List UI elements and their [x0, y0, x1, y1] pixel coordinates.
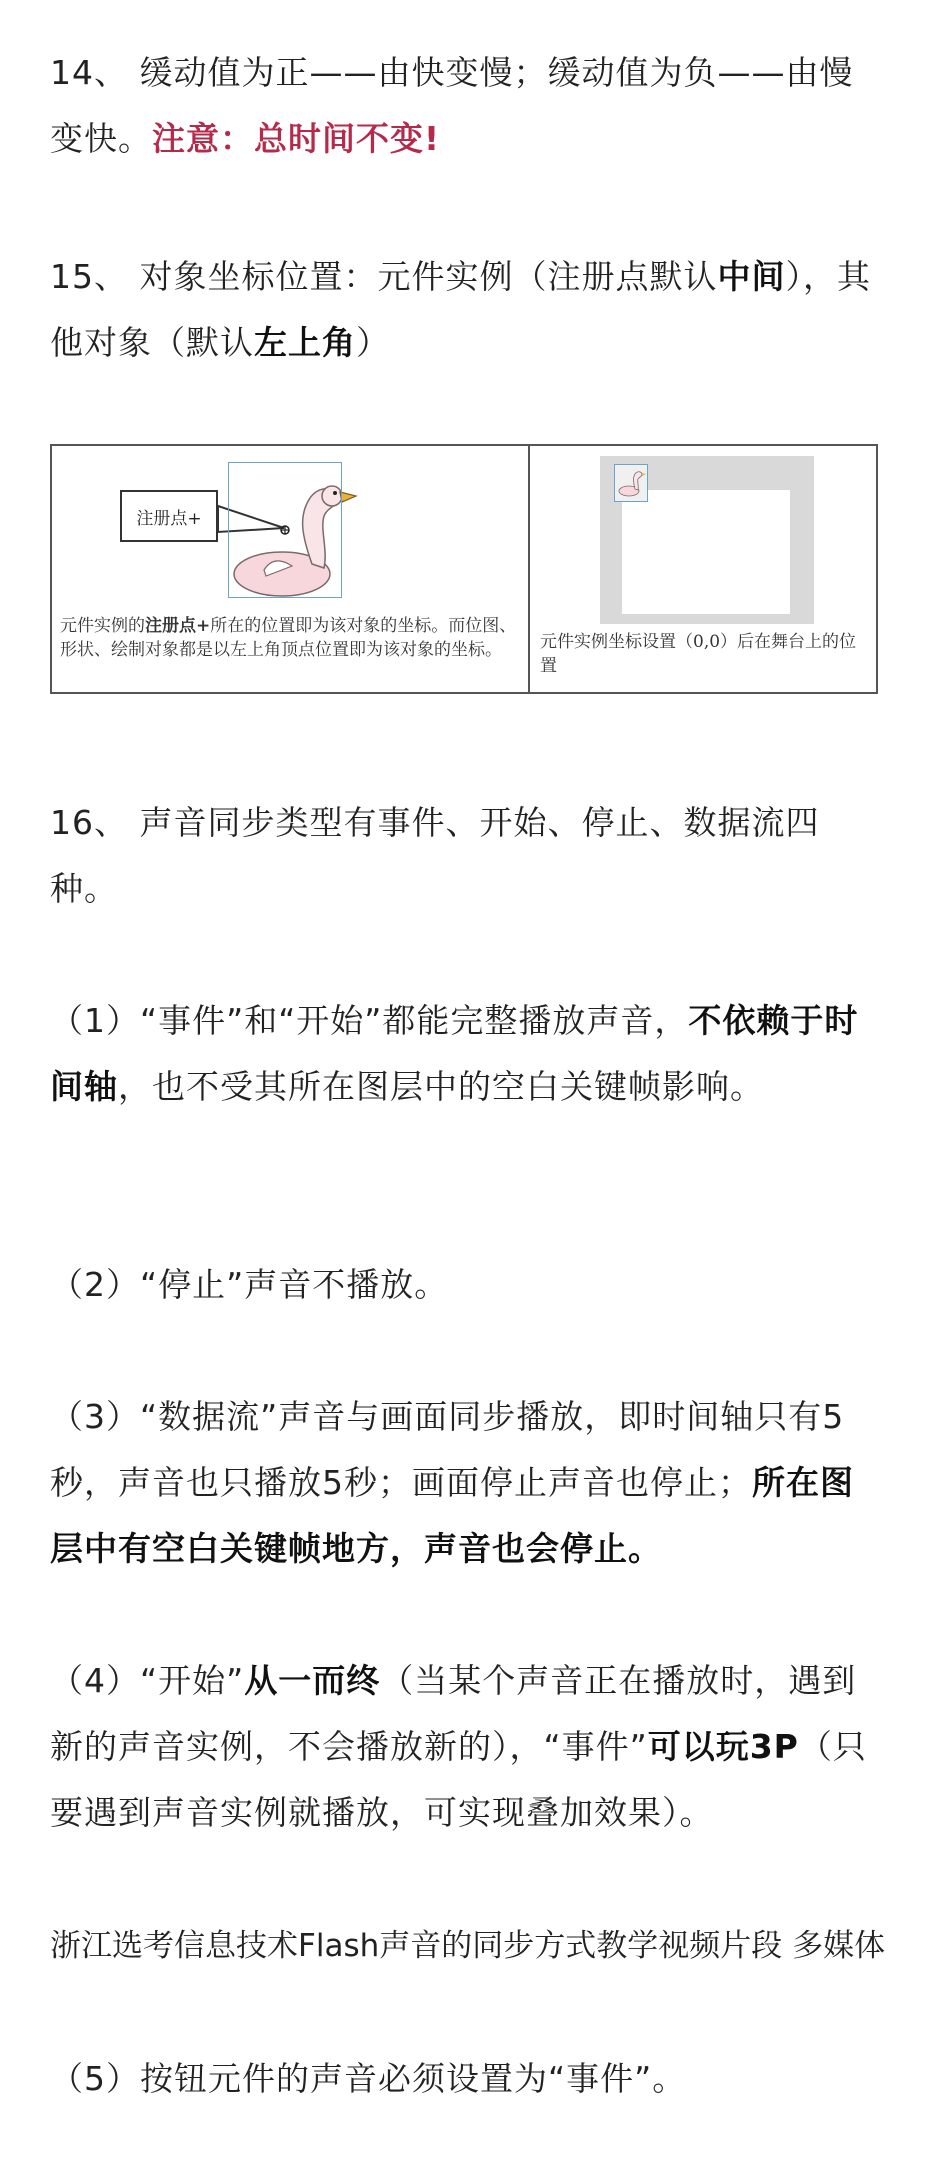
item-4 — [50, 1648, 880, 1846]
item-3 — [50, 1384, 880, 1582]
paragraph-text: （只要遇到声音实例就播放，可实现叠加效果）。 — [50, 1727, 867, 1832]
item-number: 14、 — [50, 53, 128, 92]
caption-text: 所在的位置即为该对象的坐标。而位图、形状、绘制对象都是以左上角顶点位置即为该对象的坐标。 — [60, 616, 517, 660]
coordinate-figure — [50, 444, 878, 694]
registration-label: 注册点+ — [136, 508, 202, 529]
left-caption — [60, 614, 520, 662]
item-number: 16、 — [50, 803, 128, 842]
paragraph-text: ） — [356, 323, 390, 362]
caption-bold: 注册点+ — [145, 616, 211, 636]
paragraph-text: 声音同步类型有事件、开始、停止、数据流四种。 — [50, 803, 820, 908]
paragraph-text: （当某个声音正在播放时，遇到新的声音实例，不会播放新的），“事件” — [50, 1661, 857, 1766]
bold-text: 中间 — [717, 257, 786, 296]
note-text: 浙江选考信息技术Flash声音的同步方式教学视频片段 多媒体 — [50, 1928, 886, 1964]
paragraph-16 — [50, 790, 880, 922]
paragraph-text: （4）“开始” — [50, 1661, 245, 1700]
paragraph-14 — [50, 40, 880, 172]
bold-text: 左上角 — [254, 323, 356, 362]
item-5 — [50, 2046, 880, 2112]
instance-bounding-box — [228, 462, 342, 598]
stage-area — [622, 490, 790, 614]
bold-text: 所在图层中有空白关键帧地方，声音也会停止。 — [50, 1463, 854, 1568]
mini-swan-instance — [614, 464, 648, 502]
video-note — [50, 1914, 910, 1978]
paragraph-text: 对象坐标位置：元件实例（注册点默认 — [139, 257, 718, 296]
item-2 — [50, 1252, 880, 1318]
highlight-note: 注意：总时间不变! — [152, 119, 441, 158]
caption-text: 元件实例的 — [60, 616, 145, 636]
bold-text: 不依赖于时间轴 — [50, 1001, 859, 1106]
paragraph-text: （5）按钮元件的声音必须设置为“事件”。 — [50, 2059, 687, 2098]
bold-text: 可以玩3P — [647, 1727, 799, 1766]
paragraph-text: （1）“事件”和“开始”都能完整播放声音， — [50, 1001, 689, 1040]
mini-swan-icon — [615, 465, 647, 501]
item-1 — [50, 988, 880, 1120]
bold-text: 从一而终 — [244, 1661, 381, 1700]
stage-workspace — [600, 456, 814, 624]
item-number: 15、 — [50, 257, 128, 296]
paragraph-text: ），其他对象（默认 — [50, 257, 871, 362]
paragraph-text: 缓动值为正——由快变慢；缓动值为负——由慢变快。 — [50, 53, 854, 158]
figure-divider — [528, 446, 530, 692]
paragraph-15 — [50, 244, 880, 376]
paragraph-text: ，也不受其所在图层中的空白关键帧影响。 — [118, 1067, 764, 1106]
paragraph-text: （2）“停止”声音不播放。 — [50, 1265, 449, 1304]
paragraph-text: （3）“数据流”声音与画面同步播放，即时间轴只有5秒，声音也只播放5秒；画面停止声音也停止； — [50, 1397, 845, 1502]
right-caption: 元件实例坐标设置（0,0）后在舞台上的位置 — [540, 632, 857, 676]
